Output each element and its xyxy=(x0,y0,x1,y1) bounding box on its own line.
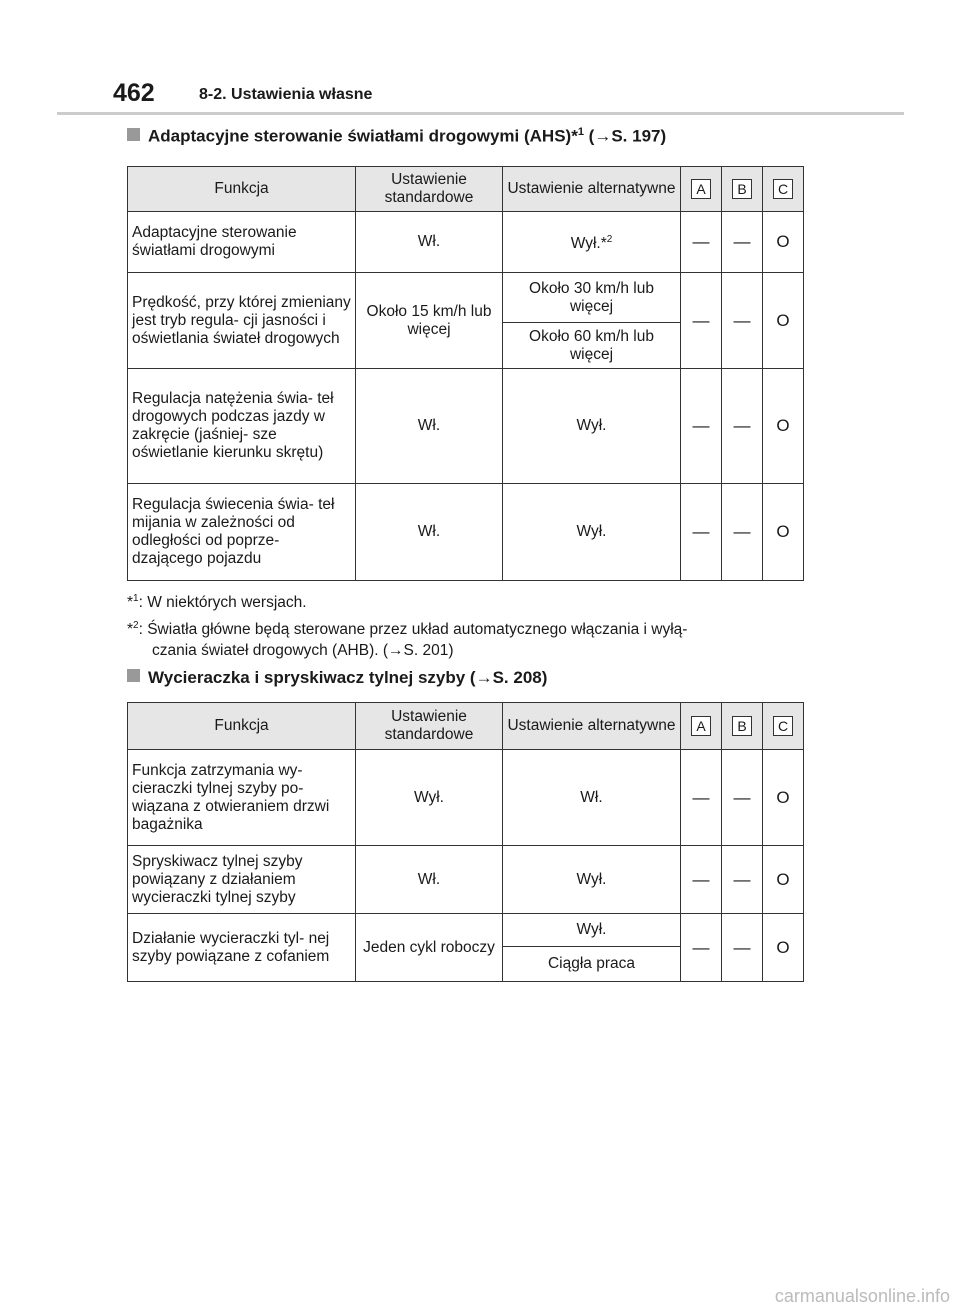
default-cell: Wł. xyxy=(356,484,503,581)
function-cell: Funkcja zatrzymania wy- cieraczki tylnej szyby po- wiązana z otwieraniem drzwi bagażnika xyxy=(128,750,356,846)
c-cell: O xyxy=(763,750,804,846)
a-cell: — xyxy=(681,914,722,982)
header-a-box: A xyxy=(691,716,711,736)
section-title-ahs: Adaptacyjne sterowanie światłami drogowymi (AHS)*$^1$ (→S. 197) xyxy=(127,126,666,147)
b-cell: — xyxy=(722,484,763,581)
function-cell: Regulacja natężenia świa- teł drogowych podczas jazdy w zakręcie (jaśniej- sze oświetlanie kierunku skrętu) xyxy=(128,369,356,484)
b-cell: — xyxy=(722,914,763,982)
function-cell: Regulacja świecenia świa- teł mijania w zależności od odległości od poprze- dzającego pojazdu xyxy=(128,484,356,581)
table-row xyxy=(128,369,804,484)
footnote-1: *$^1$: W niektórych wersjach. xyxy=(127,593,307,612)
header-b-box: B xyxy=(732,716,752,736)
default-cell: Jeden cykl roboczy xyxy=(356,914,503,982)
b-cell: — xyxy=(722,750,763,846)
c-cell: O xyxy=(763,846,804,914)
table-header-row xyxy=(128,167,804,212)
footer-watermark: carmanualsonline.info xyxy=(774,1286,950,1306)
header-default: Ustawienie standardowe xyxy=(356,703,503,750)
settings-table-rear-wiper xyxy=(127,702,804,982)
table-header-row xyxy=(128,703,804,750)
footnote-2: *$^2$: Światła główne będą sterowane przez układ automatycznego włączania i wyłą- czania świateł drogowych (AHB). (→S. 201) xyxy=(127,620,688,660)
default-cell: Wł. xyxy=(356,846,503,914)
b-cell: — xyxy=(722,273,763,369)
alternative-cell: Wył. xyxy=(503,484,681,581)
c-cell: O xyxy=(763,484,804,581)
header-c-box: C xyxy=(773,716,793,736)
a-cell: — xyxy=(681,846,722,914)
section-title-rear-wiper: Wycieraczka i spryskiwacz tylnej szyby (→S. 208) xyxy=(127,668,547,688)
default-cell: Wył. xyxy=(356,750,503,846)
table-row xyxy=(128,273,804,323)
header-rule xyxy=(57,112,904,115)
header-function: Funkcja xyxy=(128,167,356,212)
table-row xyxy=(128,914,804,947)
header-alternative: Ustawienie alternatywne xyxy=(503,703,681,750)
function-cell: Działanie wycieraczki tyl- nej szyby powiązane z cofaniem xyxy=(128,914,356,982)
alternative-cell: Wył.*$^2$ xyxy=(503,212,681,273)
alternative-cell: Wył. xyxy=(503,914,681,947)
header-a-box: A xyxy=(691,179,711,199)
function-cell: Adaptacyjne sterowanie światłami drogowymi xyxy=(128,212,356,273)
alternative-cell: Wył. xyxy=(503,369,681,484)
default-cell: Wł. xyxy=(356,212,503,273)
a-cell: — xyxy=(681,369,722,484)
a-cell: — xyxy=(681,750,722,846)
alternative-cell: Około 60 km/h lub więcej xyxy=(503,323,681,369)
a-cell: — xyxy=(681,273,722,369)
function-cell: Spryskiwacz tylnej szyby powiązany z działaniem wycieraczki tylnej szyby xyxy=(128,846,356,914)
alternative-cell: Wył. xyxy=(503,846,681,914)
chapter-title: 8-2. Ustawienia własne xyxy=(199,86,373,103)
a-cell: — xyxy=(681,484,722,581)
table-row xyxy=(128,484,804,581)
function-cell: Prędkość, przy której zmieniany jest tryb regula- cji jasności i oświetlania świateł drogowych xyxy=(128,273,356,369)
table-row xyxy=(128,846,804,914)
c-cell: O xyxy=(763,369,804,484)
settings-table-ahs xyxy=(127,166,804,581)
alternative-cell: Ciągła praca xyxy=(503,947,681,982)
b-cell: — xyxy=(722,369,763,484)
default-cell: Wł. xyxy=(356,369,503,484)
table-row xyxy=(128,750,804,846)
b-cell: — xyxy=(722,846,763,914)
c-cell: O xyxy=(763,914,804,982)
c-cell: O xyxy=(763,273,804,369)
alternative-cell: Wł. xyxy=(503,750,681,846)
alternative-cell: Około 30 km/h lub więcej xyxy=(503,273,681,323)
header-c-box: C xyxy=(773,179,793,199)
header-b-box: B xyxy=(732,179,752,199)
header-default: Ustawienie standardowe xyxy=(356,167,503,212)
a-cell: — xyxy=(681,212,722,273)
b-cell: — xyxy=(722,212,763,273)
header-alternative: Ustawienie alternatywne xyxy=(503,167,681,212)
section-bullet-icon xyxy=(127,128,140,141)
table-row xyxy=(128,212,804,273)
header-function: Funkcja xyxy=(128,703,356,750)
section-bullet-icon xyxy=(127,669,140,682)
page-number: 462 xyxy=(113,79,155,107)
default-cell: Około 15 km/h lub więcej xyxy=(356,273,503,369)
c-cell: O xyxy=(763,212,804,273)
